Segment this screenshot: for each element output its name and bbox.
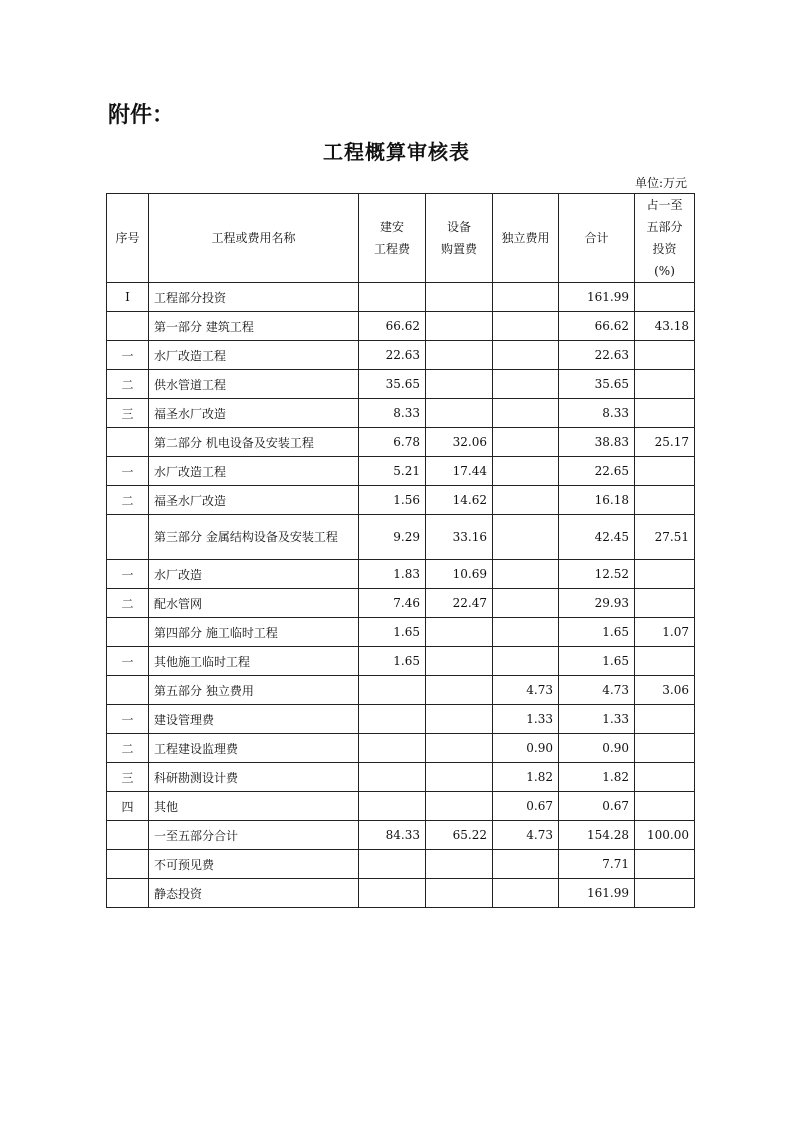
cell-pct: 1.07 xyxy=(635,618,695,647)
unit-label: 单位:万元 xyxy=(634,176,687,190)
header-pct: 占一至 五部分 投资 (%) xyxy=(635,194,695,283)
cell-seq: 三 xyxy=(107,399,149,428)
cell-pct xyxy=(635,763,695,792)
cell-total: 35.65 xyxy=(559,370,635,399)
cell-name: 第一部分 建筑工程 xyxy=(149,312,359,341)
cell-build: 8.33 xyxy=(359,399,426,428)
cell-total: 22.63 xyxy=(559,341,635,370)
cell-equip xyxy=(426,399,493,428)
cell-equip xyxy=(426,850,493,879)
table-row xyxy=(107,618,695,647)
cell-seq: 二 xyxy=(107,370,149,399)
table-row xyxy=(107,879,695,908)
table-body xyxy=(107,283,695,908)
table-row xyxy=(107,370,695,399)
cell-pct xyxy=(635,879,695,908)
cell-name: 工程部分投资 xyxy=(149,283,359,312)
cell-equip: 65.22 xyxy=(426,821,493,850)
header-seq: 序号 xyxy=(107,194,149,283)
cell-equip xyxy=(426,370,493,399)
cell-seq: 三 xyxy=(107,763,149,792)
cell-name: 一至五部分合计 xyxy=(149,821,359,850)
cell-build xyxy=(359,676,426,705)
cell-total: 8.33 xyxy=(559,399,635,428)
cell-indep xyxy=(493,879,559,908)
attachment-label: 附件： xyxy=(108,103,175,128)
cell-pct: 3.06 xyxy=(635,676,695,705)
cell-total: 0.67 xyxy=(559,792,635,821)
cell-name: 第二部分 机电设备及安装工程 xyxy=(149,428,359,457)
cell-seq xyxy=(107,618,149,647)
cell-total: 1.65 xyxy=(559,618,635,647)
cell-name: 配水管网 xyxy=(149,589,359,618)
cell-total: 154.28 xyxy=(559,821,635,850)
cell-equip xyxy=(426,763,493,792)
cell-build: 66.62 xyxy=(359,312,426,341)
cell-indep xyxy=(493,283,559,312)
cell-indep xyxy=(493,515,559,560)
cell-seq xyxy=(107,312,149,341)
table-row xyxy=(107,676,695,705)
header-indep: 独立费用 xyxy=(493,194,559,283)
cell-total: 7.71 xyxy=(559,850,635,879)
cell-name: 其他施工临时工程 xyxy=(149,647,359,676)
cell-equip xyxy=(426,283,493,312)
table-row xyxy=(107,792,695,821)
cell-pct xyxy=(635,486,695,515)
cell-indep xyxy=(493,589,559,618)
cell-total: 42.45 xyxy=(559,515,635,560)
cell-equip xyxy=(426,341,493,370)
cell-build: 5.21 xyxy=(359,457,426,486)
cell-name: 不可预见费 xyxy=(149,850,359,879)
table-row xyxy=(107,457,695,486)
table-row xyxy=(107,589,695,618)
cell-indep xyxy=(493,428,559,457)
cell-name: 工程建设监理费 xyxy=(149,734,359,763)
cell-total: 66.62 xyxy=(559,312,635,341)
cell-indep: 4.73 xyxy=(493,821,559,850)
cell-equip: 32.06 xyxy=(426,428,493,457)
cell-seq: 二 xyxy=(107,589,149,618)
cell-build xyxy=(359,705,426,734)
cell-name: 第三部分 金属结构设备及安装工程 xyxy=(149,515,359,560)
cell-seq: 一 xyxy=(107,647,149,676)
table-row xyxy=(107,560,695,589)
cell-pct xyxy=(635,647,695,676)
table-row xyxy=(107,705,695,734)
cell-total: 16.18 xyxy=(559,486,635,515)
cell-equip: 14.62 xyxy=(426,486,493,515)
cell-seq: 二 xyxy=(107,486,149,515)
cell-pct xyxy=(635,370,695,399)
cell-name: 供水管道工程 xyxy=(149,370,359,399)
page-title: 工程概算审核表 xyxy=(323,140,470,164)
cell-seq xyxy=(107,879,149,908)
cell-build: 7.46 xyxy=(359,589,426,618)
cell-total: 161.99 xyxy=(559,283,635,312)
cell-name: 水厂改造工程 xyxy=(149,341,359,370)
cell-seq: 一 xyxy=(107,457,149,486)
cell-seq xyxy=(107,676,149,705)
cell-equip xyxy=(426,792,493,821)
cell-seq xyxy=(107,850,149,879)
cell-pct: 100.00 xyxy=(635,821,695,850)
table-row xyxy=(107,428,695,457)
cell-build: 22.63 xyxy=(359,341,426,370)
cell-build: 1.65 xyxy=(359,618,426,647)
cell-indep xyxy=(493,560,559,589)
header-name: 工程或费用名称 xyxy=(149,194,359,283)
cell-equip xyxy=(426,647,493,676)
header-build: 建安 工程费 xyxy=(359,194,426,283)
cell-indep xyxy=(493,618,559,647)
cell-pct xyxy=(635,705,695,734)
cell-total: 0.90 xyxy=(559,734,635,763)
cell-build: 9.29 xyxy=(359,515,426,560)
cell-name: 福圣水厂改造 xyxy=(149,399,359,428)
cell-pct xyxy=(635,589,695,618)
table-row xyxy=(107,763,695,792)
cell-indep xyxy=(493,341,559,370)
cell-name: 静态投资 xyxy=(149,879,359,908)
cell-indep xyxy=(493,486,559,515)
cell-name: 科研勘测设计费 xyxy=(149,763,359,792)
cell-equip: 22.47 xyxy=(426,589,493,618)
cell-build: 1.83 xyxy=(359,560,426,589)
cell-indep xyxy=(493,399,559,428)
cell-build xyxy=(359,283,426,312)
cell-build: 1.56 xyxy=(359,486,426,515)
cell-indep xyxy=(493,370,559,399)
cell-equip xyxy=(426,618,493,647)
cell-build xyxy=(359,763,426,792)
cell-pct xyxy=(635,734,695,763)
cell-pct xyxy=(635,560,695,589)
table-row xyxy=(107,283,695,312)
cell-build xyxy=(359,792,426,821)
cell-seq xyxy=(107,515,149,560)
cell-indep: 4.73 xyxy=(493,676,559,705)
cell-seq: 一 xyxy=(107,341,149,370)
table-row xyxy=(107,734,695,763)
cell-name: 福圣水厂改造 xyxy=(149,486,359,515)
table-row xyxy=(107,341,695,370)
cell-total: 12.52 xyxy=(559,560,635,589)
cell-seq: 一 xyxy=(107,560,149,589)
cell-build xyxy=(359,879,426,908)
cell-build: 35.65 xyxy=(359,370,426,399)
cell-indep: 1.82 xyxy=(493,763,559,792)
cell-indep: 0.67 xyxy=(493,792,559,821)
cell-equip xyxy=(426,705,493,734)
cell-equip: 10.69 xyxy=(426,560,493,589)
cell-indep xyxy=(493,850,559,879)
cell-pct xyxy=(635,399,695,428)
cell-pct: 27.51 xyxy=(635,515,695,560)
cell-name: 第四部分 施工临时工程 xyxy=(149,618,359,647)
cell-seq xyxy=(107,428,149,457)
cell-pct: 25.17 xyxy=(635,428,695,457)
cell-pct xyxy=(635,457,695,486)
cell-pct xyxy=(635,850,695,879)
header-equip: 设备 购置费 xyxy=(426,194,493,283)
cell-name: 其他 xyxy=(149,792,359,821)
table-row xyxy=(107,312,695,341)
cell-pct xyxy=(635,792,695,821)
cell-build: 84.33 xyxy=(359,821,426,850)
cell-indep: 0.90 xyxy=(493,734,559,763)
cell-build: 1.65 xyxy=(359,647,426,676)
cell-seq: 二 xyxy=(107,734,149,763)
cell-equip xyxy=(426,676,493,705)
cell-indep xyxy=(493,312,559,341)
cell-total: 29.93 xyxy=(559,589,635,618)
cell-equip xyxy=(426,312,493,341)
cell-equip: 33.16 xyxy=(426,515,493,560)
cell-build xyxy=(359,734,426,763)
cell-seq xyxy=(107,821,149,850)
cell-seq: 一 xyxy=(107,705,149,734)
cell-equip xyxy=(426,879,493,908)
cell-equip: 17.44 xyxy=(426,457,493,486)
cell-seq: 四 xyxy=(107,792,149,821)
cell-build xyxy=(359,850,426,879)
table-row xyxy=(107,821,695,850)
cell-pct xyxy=(635,341,695,370)
table-row xyxy=(107,647,695,676)
table-row xyxy=(107,486,695,515)
budget-review-table xyxy=(106,193,695,908)
cell-equip xyxy=(426,734,493,763)
cell-total: 38.83 xyxy=(559,428,635,457)
table-row xyxy=(107,515,695,560)
header-total: 合计 xyxy=(559,194,635,283)
cell-name: 水厂改造工程 xyxy=(149,457,359,486)
cell-total: 1.65 xyxy=(559,647,635,676)
table-row xyxy=(107,399,695,428)
cell-total: 1.82 xyxy=(559,763,635,792)
cell-name: 水厂改造 xyxy=(149,560,359,589)
cell-indep: 1.33 xyxy=(493,705,559,734)
table-header-row xyxy=(107,194,695,283)
cell-name: 建设管理费 xyxy=(149,705,359,734)
cell-indep xyxy=(493,647,559,676)
cell-build: 6.78 xyxy=(359,428,426,457)
cell-name: 第五部分 独立费用 xyxy=(149,676,359,705)
cell-total: 161.99 xyxy=(559,879,635,908)
cell-total: 4.73 xyxy=(559,676,635,705)
cell-pct xyxy=(635,283,695,312)
cell-indep xyxy=(493,457,559,486)
cell-total: 22.65 xyxy=(559,457,635,486)
table-row xyxy=(107,850,695,879)
cell-pct: 43.18 xyxy=(635,312,695,341)
cell-total: 1.33 xyxy=(559,705,635,734)
cell-seq: Ⅰ xyxy=(107,283,149,312)
